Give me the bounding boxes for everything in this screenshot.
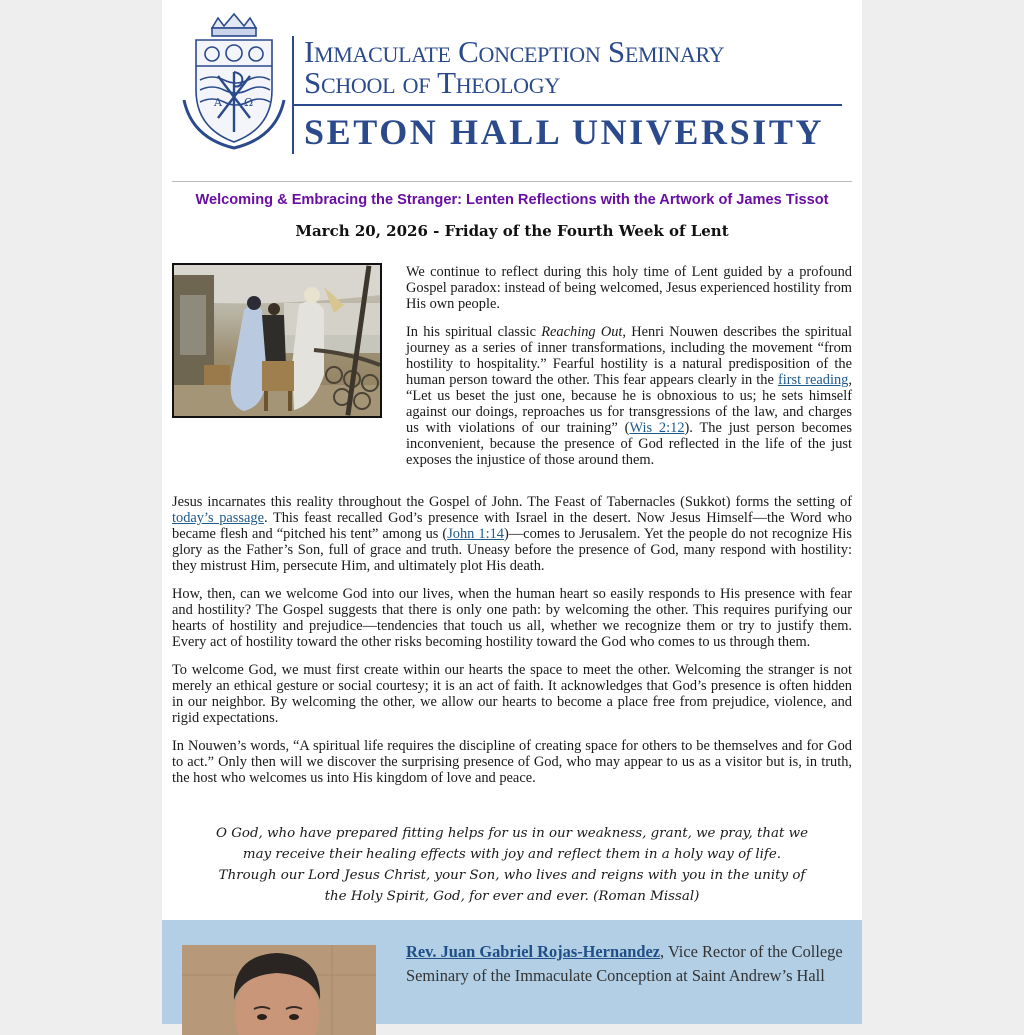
author-photo — [182, 945, 376, 1035]
paragraph-2-text-d: ). The just person becomes inconvenient, because the presence of God reflected in the life of the just exposes the injustice of those around them. — [406, 420, 852, 468]
svg-text:A: A — [214, 96, 222, 109]
paragraph-2-text-a: In his spiritual classic — [406, 324, 542, 340]
seminary-crest-logo — [182, 10, 286, 150]
author-name-link[interactable]: Rev. Juan Gabriel Rojas-Hernandez — [406, 942, 661, 961]
logo-university-name: SETON HALL UNIVERSITY — [304, 112, 825, 152]
logo-school-name: School of Theology — [304, 65, 560, 100]
paragraph-6: In Nouwen’s words, “A spiritual life requires the discipline of creating space for others to be themselves and for God to act.” Only then will we discover the surprising presence of God, who may appear to us as a visitor but is, in truth, the host who welcomes us into His kingdom of love and peace. — [172, 738, 852, 786]
wis-2-12-link[interactable]: Wis 2:12 — [629, 420, 685, 436]
logo-divider-vertical — [292, 36, 294, 154]
paragraph-4: How, then, can we welcome God into our lives, when the human heart so easily responds to His presence with fear and hostility? The Gospel suggests that there is only one path: by welcoming the other. This requires purifying our hearts of hostility and prejudice—tendencies that touch us all, whether we recognize them or try to justify them. Every act of hostility toward the other risks becoming hostility toward the God who comes to us through them. — [172, 586, 852, 650]
paragraph-3-text-c: )—comes to Jerusalem. Yet the people do not recognize His glory as the Father’s Son, full of grace and truth. Uneasy before the presence of God, many respond with hostility: they mistrust Him, persecute Him, and ultimately plot His death. — [172, 526, 852, 574]
paragraph-2-text-b: , Henri Nouwen describes the spiritual journey as a series of inner transformations, including the movement “from hostility to hospitality.” Fearful hostility is a natural predisposition of the human person toward the other. This fear appears clearly in the — [406, 324, 852, 388]
author-description — [406, 940, 846, 988]
closing-prayer: O God, who have prepared fitting helps for us in our weakness, grant, we pray, that we may receive their healing effects with joy and reflect them in a holy way of life. Through our Lord Jesus Christ, your Son, who lives and reigns with you in the unity of the Holy Spirit, God, for ever and ever. (Roman Missal) — [215, 826, 808, 904]
series-title: Welcoming & Embracing the Stranger: Lenten Reflections with the Artwork of James Tissot — [195, 192, 829, 208]
paragraph-3 — [172, 494, 852, 574]
author-role: , Vice Rector of the College Seminary of the Immaculate Conception at Saint Andrew’s Hall — [406, 942, 843, 985]
paragraph-2-text-c: , “Let us beset the just one, because he is obnoxious to us; he sets himself against our doings, reproaches us for transgressions of the law, and charges us with violations of our training” ( — [406, 372, 852, 436]
author-portrait-illustration — [182, 945, 376, 1035]
author-bio-box — [162, 920, 862, 1024]
paragraph-1: We continue to reflect during this holy time of Lent guided by a profound Gospel paradox: instead of being welcomed, Jesus experienced hostility from His own people. — [406, 264, 852, 312]
logo-divider-horizontal — [292, 104, 842, 106]
paragraph-2 — [406, 324, 852, 468]
logo-seminary-name: Immaculate Conception Seminary — [304, 34, 725, 69]
paragraph-3-text-b: . This feast recalled God’s presence with Israel in the desert. Now Jesus Himself—the Word who became flesh and “pitched his tent” among us ( — [172, 510, 853, 542]
svg-text:Ω: Ω — [244, 96, 254, 109]
book-title-reaching-out: Reaching Out — [541, 324, 623, 340]
john-1-14-link[interactable]: John 1:14 — [447, 526, 504, 542]
tissot-artwork-image — [172, 263, 382, 418]
first-reading-link[interactable]: first reading — [777, 372, 849, 388]
paragraph-3-text-a: Jesus incarnates this reality throughout the Gospel of John. The Feast of Tabernacles (Sukkot) forms the setting of — [172, 494, 852, 510]
header-banner[interactable] — [172, 8, 852, 158]
intro-column — [406, 264, 852, 480]
reflection-body — [172, 494, 852, 798]
painting-illustration — [174, 265, 380, 416]
date-heading: March 20, 2026 - Friday of the Fourth Week of Lent — [295, 222, 729, 240]
header-divider — [172, 181, 852, 182]
newsletter-page — [162, 0, 862, 1024]
todays-passage-link[interactable]: today’s passage — [172, 510, 264, 526]
paragraph-5: To welcome God, we must first create within our hearts the space to meet the other. Welcoming the stranger is not merely an ethical gesture or social courtesy; it is an act of faith. It acknowledges that God’s presence is often hidden in our neighbor. By welcoming the other, we allow our hearts to become a place free from prejudice, violence, and rigid expectations. — [172, 662, 852, 726]
